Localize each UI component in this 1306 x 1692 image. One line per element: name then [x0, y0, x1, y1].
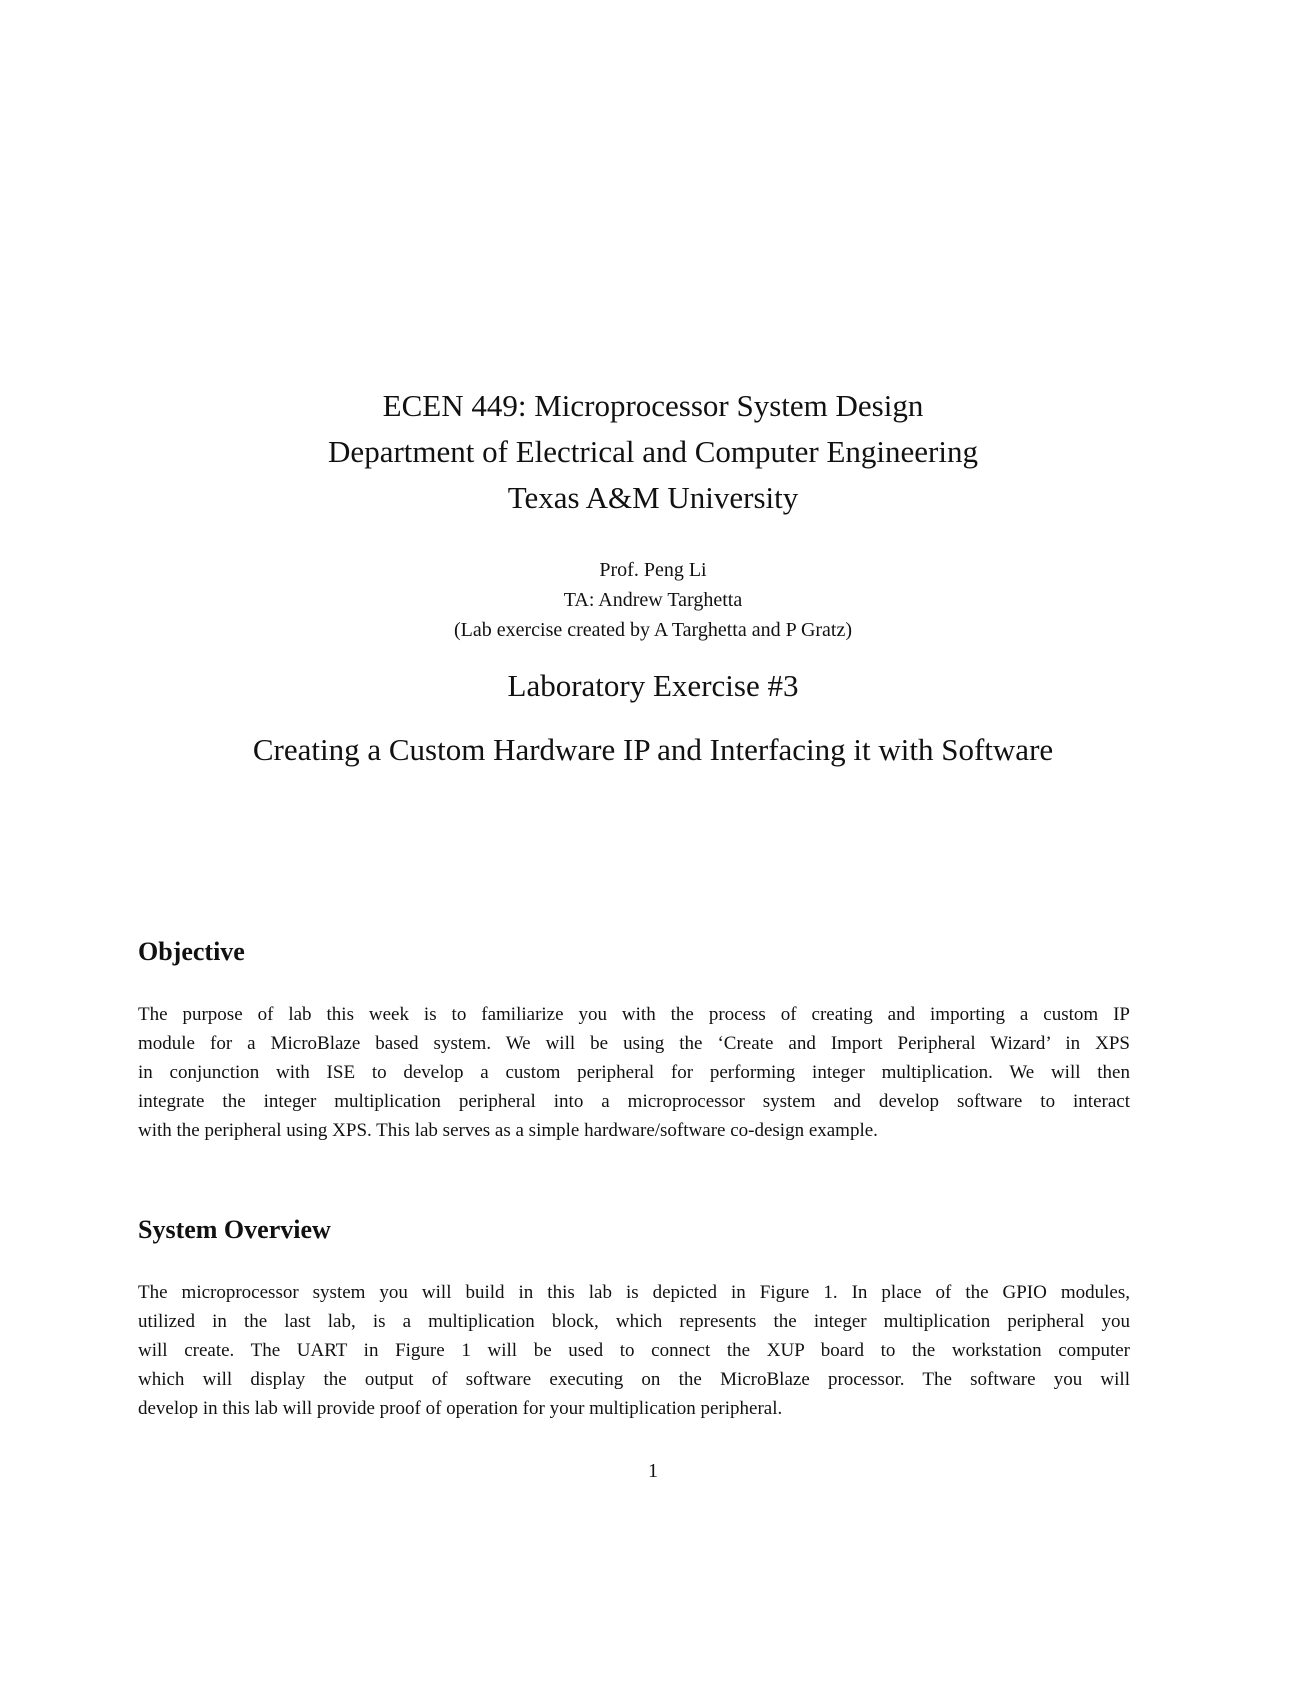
paragraph-line: The microprocessor system you will build in this lab is depicted in Figure 1. In place of the GPIO modules, [138, 1282, 1130, 1303]
lab-title: Creating a Custom Hardware IP and Interfacing it with Software [252, 732, 1054, 767]
paragraph-line: in conjunction with ISE to develop a custom peripheral for performing integer multiplication. We will then [138, 1062, 1130, 1083]
people-block [0, 555, 1306, 645]
department-name: Department of Electrical and Computer Engineering [328, 434, 978, 469]
objective-paragraph [138, 1000, 1130, 1145]
paragraph-line: The purpose of lab this week is to familiarize you with the process of creating and importing a custom IP [138, 1004, 1130, 1025]
ta-name: TA: Andrew Targhetta [563, 589, 743, 611]
paragraph-line: which will display the output of software executing on the MicroBlaze processor. The software you will [138, 1369, 1130, 1390]
system-overview-paragraph [138, 1278, 1130, 1423]
lab-credit: (Lab exercise created by A Targhetta and P Gratz) [453, 619, 853, 641]
course-title: ECEN 449: Microprocessor System Design [382, 388, 924, 423]
paragraph-line: develop in this lab will provide proof of operation for your multiplication peripheral. [138, 1398, 783, 1419]
paragraph-line: integrate the integer multiplication peripheral into a microprocessor system and develop software to interact [138, 1091, 1130, 1112]
professor-name: Prof. Peng Li [599, 559, 707, 581]
lab-number: Laboratory Exercise #3 [507, 668, 799, 703]
paragraph-line: utilized in the last lab, is a multiplication block, which represents the integer multiplication peripheral you [138, 1311, 1130, 1332]
page-number: 1 [648, 1460, 658, 1482]
university-name: Texas A&M University [507, 480, 799, 515]
system-overview-heading: System Overview [138, 1215, 331, 1244]
objective-heading: Objective [138, 937, 245, 966]
paragraph-line: will create. The UART in Figure 1 will be used to connect the XUP board to the workstation computer [138, 1340, 1130, 1361]
paragraph-line: module for a MicroBlaze based system. We will be using the ‘Create and Import Peripheral Wizard’ in XPS [138, 1033, 1130, 1054]
title-block [0, 383, 1306, 521]
paragraph-line: with the peripheral using XPS. This lab serves as a simple hardware/software co-design example. [138, 1120, 878, 1141]
